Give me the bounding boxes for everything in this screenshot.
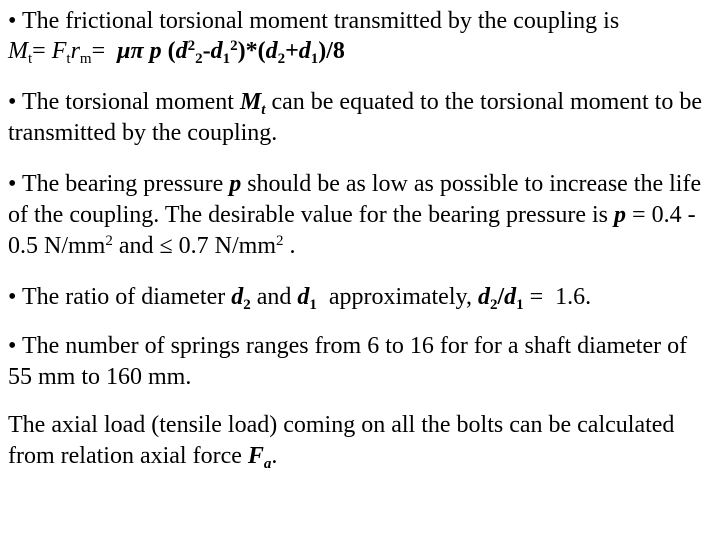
paragraph-torsional-moment: • The torsional moment $M_t$ can be equated to the torsional moment to be transmitted by the coupling. [8, 89, 702, 146]
paragraph-axial-load: The axial load (tensile load) coming on all the bolts can be calculated from relation axial force $F_a$. [8, 412, 675, 472]
paragraph-diameter-ratio: • The ratio of diameter $d_2$ and $d_1$ approximately, $d_2/d_1 = 1.6$. [8, 284, 592, 313]
paragraph-frictional-moment [8, 6, 716, 67]
slide-body [8, 6, 716, 490]
torque-formula: $M_t= F_tr_m= \mu\pi$ p $(d^2_2-d_1^2)*(d_2+d_1)/8$ [8, 38, 345, 67]
paragraph-number-of-springs: • The number of springs ranges from 6 to 16 for for a shaft diameter of 55 mm to 160 mm. [8, 333, 688, 390]
paragraph-bearing-pressure: • The bearing pressure p should be as low as possible to increase the life of the coupling. The desirable value for the bearing pressure is p = 0.4 - 0.5 $N/mm^2$ and ≤ 0.7 $N/mm^2$ . [8, 171, 702, 259]
paragraph-text: • The frictional torsional moment transmitted by the coupling is [8, 8, 620, 34]
